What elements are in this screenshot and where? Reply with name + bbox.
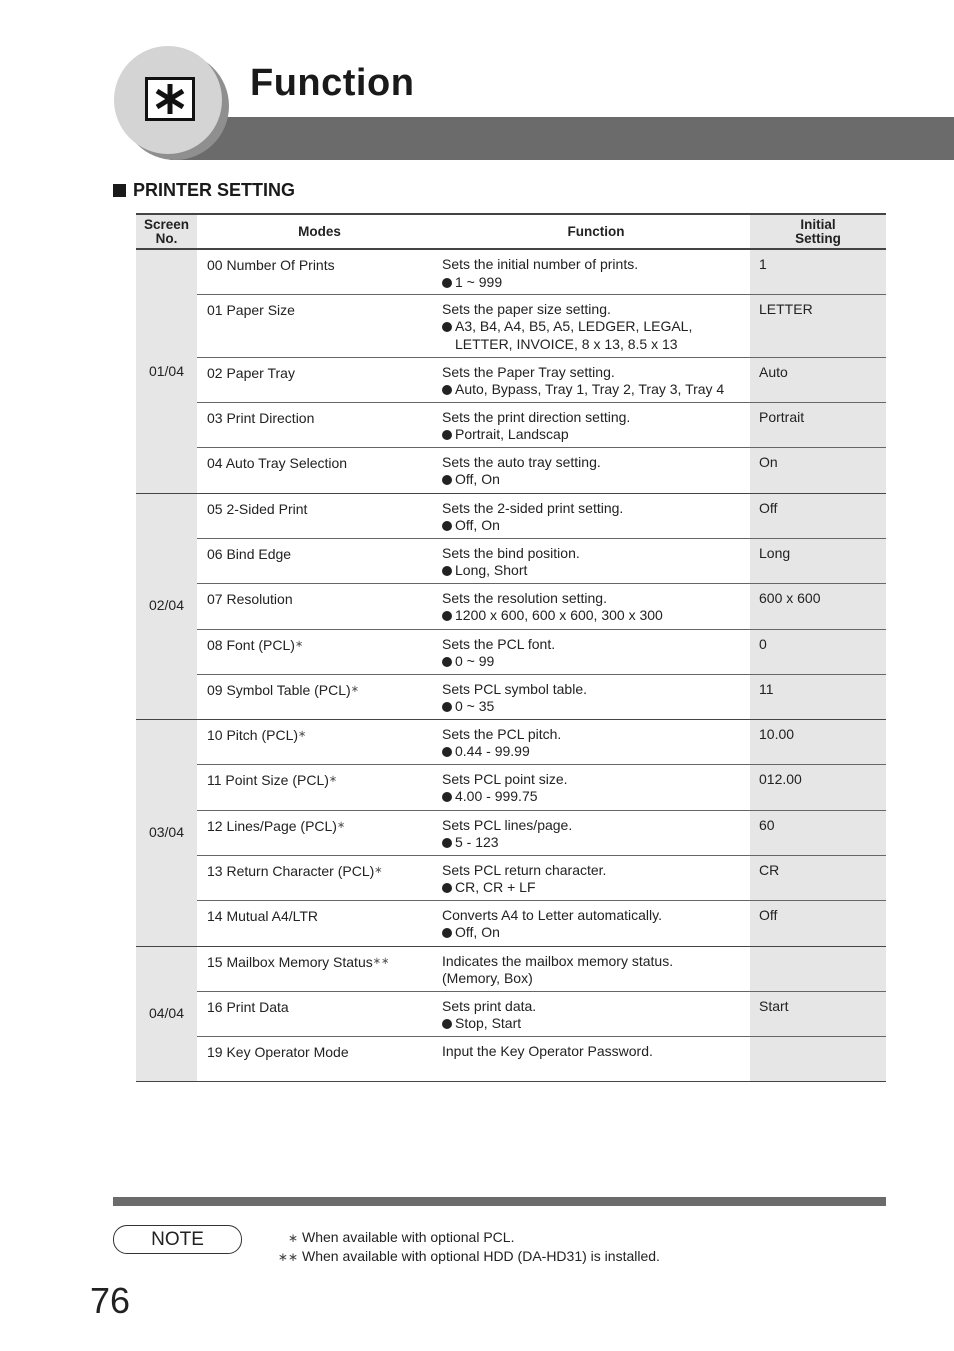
function-cell bbox=[442, 764, 750, 810]
table-row bbox=[136, 674, 886, 719]
mode-label: 00 Number Of Prints bbox=[207, 257, 335, 273]
mode-label: 05 2-Sided Print bbox=[207, 500, 308, 517]
function-cell bbox=[442, 900, 750, 946]
bullet-icon bbox=[442, 883, 452, 893]
function-description: Input the Key Operator Password. bbox=[442, 1042, 653, 1059]
function-description: Sets print data. bbox=[442, 997, 537, 1014]
note-line: ∗ When available with optional PCL. bbox=[270, 1228, 660, 1247]
function-options: 5 - 123 bbox=[442, 834, 750, 852]
bullet-icon bbox=[442, 702, 452, 712]
bullet-icon bbox=[442, 657, 452, 667]
function-description: Sets the print direction setting. bbox=[442, 408, 631, 425]
function-options: Stop, Start bbox=[442, 1015, 750, 1033]
bullet-icon bbox=[442, 747, 452, 757]
initial-setting-cell: Portrait bbox=[750, 402, 886, 447]
mode-cell bbox=[197, 493, 442, 538]
function-options: Off, On bbox=[442, 924, 750, 942]
mode-label: 01 Paper Size bbox=[207, 301, 295, 318]
function-cell bbox=[442, 447, 750, 493]
function-cell bbox=[442, 674, 750, 719]
function-options: 1200 x 600, 600 x 600, 300 x 300 bbox=[442, 607, 750, 625]
table-row bbox=[136, 249, 886, 294]
function-cell bbox=[442, 946, 750, 991]
function-options: Off, On bbox=[442, 517, 750, 535]
footnote-mark: ∗ bbox=[294, 638, 304, 650]
table-row bbox=[136, 294, 886, 357]
initial-setting-cell: 1 bbox=[750, 249, 886, 294]
initial-setting-cell: 012.00 bbox=[750, 764, 886, 810]
mode-cell bbox=[197, 719, 442, 764]
header-bar bbox=[170, 117, 954, 160]
mode-cell bbox=[197, 946, 442, 991]
table-row bbox=[136, 493, 886, 538]
function-description: Converts A4 to Letter automatically. bbox=[442, 906, 662, 923]
table-row bbox=[136, 357, 886, 402]
bullet-icon bbox=[442, 838, 452, 848]
function-cell bbox=[442, 249, 750, 294]
initial-setting-cell: On bbox=[750, 447, 886, 493]
mode-label: 11 Point Size (PCL) bbox=[207, 771, 329, 788]
table-row bbox=[136, 810, 886, 855]
footnote-mark: ∗ bbox=[336, 819, 346, 831]
bullet-icon bbox=[442, 385, 452, 395]
footnote-mark: ∗ bbox=[328, 773, 338, 785]
function-cell bbox=[442, 357, 750, 402]
function-options: Portrait, Landscap bbox=[442, 426, 750, 444]
mode-label: 07 Resolution bbox=[207, 590, 293, 607]
bullet-icon bbox=[442, 566, 452, 576]
function-description: Sets the initial number of prints. bbox=[442, 256, 639, 272]
footnote-mark: ∗ bbox=[374, 864, 383, 876]
function-cell bbox=[442, 719, 750, 764]
initial-setting-cell: LETTER bbox=[750, 294, 886, 357]
mode-label: 15 Mailbox Memory Status bbox=[207, 953, 373, 970]
mode-label: 04 Auto Tray Selection bbox=[207, 454, 348, 471]
bullet-icon bbox=[442, 475, 452, 485]
function-cell bbox=[442, 583, 750, 629]
screen-number-cell: 04/04 bbox=[136, 946, 197, 1081]
bullet-icon bbox=[442, 521, 452, 531]
table-row bbox=[136, 764, 886, 810]
table-row bbox=[136, 629, 886, 674]
mode-cell bbox=[197, 402, 442, 447]
function-options: 1 ~ 999 bbox=[442, 274, 750, 292]
mode-cell bbox=[197, 294, 442, 357]
function-options: Auto, Bypass, Tray 1, Tray 2, Tray 3, Tray 4 bbox=[442, 381, 750, 399]
initial-setting-cell: 11 bbox=[750, 674, 886, 719]
initial-setting-cell: Off bbox=[750, 493, 886, 538]
function-options: 0 ~ 35 bbox=[442, 698, 750, 716]
header-modes: Modes bbox=[197, 214, 442, 249]
function-description: Sets the Paper Tray setting. bbox=[442, 363, 615, 380]
table-row bbox=[136, 719, 886, 764]
mode-label: 19 Key Operator Mode bbox=[207, 1043, 349, 1060]
mode-label: 06 Bind Edge bbox=[207, 545, 292, 562]
function-options: Off, On bbox=[442, 471, 750, 489]
initial-setting-cell bbox=[750, 1036, 886, 1081]
function-options: Long, Short bbox=[442, 562, 750, 580]
function-description: Sets the 2-sided print setting. bbox=[442, 499, 624, 516]
mode-label: 16 Print Data bbox=[207, 998, 289, 1015]
screen-number-cell: 02/04 bbox=[136, 493, 197, 719]
table-row bbox=[136, 900, 886, 946]
initial-setting-cell: 600 x 600 bbox=[750, 583, 886, 629]
screen-number-cell: 01/04 bbox=[136, 249, 197, 493]
function-cell bbox=[442, 1036, 750, 1081]
table-row bbox=[136, 855, 886, 900]
function-description: Sets the PCL pitch. bbox=[442, 725, 562, 742]
mode-label: 13 Return Character (PCL) bbox=[207, 862, 375, 879]
function-cell bbox=[442, 402, 750, 447]
function-description: Sets PCL symbol table. bbox=[442, 680, 587, 697]
initial-setting-cell: 0 bbox=[750, 629, 886, 674]
footnote-mark: ∗ bbox=[350, 683, 360, 695]
asterisk-mark: ∗ bbox=[287, 1231, 298, 1245]
mode-cell bbox=[197, 810, 442, 855]
table-row bbox=[136, 991, 886, 1036]
bullet-icon bbox=[442, 1019, 452, 1029]
mode-label: 09 Symbol Table (PCL) bbox=[207, 681, 351, 698]
initial-setting-cell: Long bbox=[750, 538, 886, 583]
mode-label: 08 Font (PCL) bbox=[207, 636, 295, 653]
mode-cell bbox=[197, 249, 442, 294]
function-cell bbox=[442, 855, 750, 900]
section-heading bbox=[113, 180, 295, 201]
function-options: 0 ~ 99 bbox=[442, 653, 750, 671]
table-body bbox=[136, 249, 886, 1081]
footnote-mark: ∗ bbox=[298, 728, 307, 740]
bullet-icon bbox=[442, 278, 452, 288]
mode-cell bbox=[197, 991, 442, 1036]
mode-label: 14 Mutual A4/LTR bbox=[207, 907, 319, 924]
function-description: Sets the resolution setting. bbox=[442, 589, 607, 606]
page-number: 76 bbox=[90, 1280, 131, 1321]
mode-label: 02 Paper Tray bbox=[207, 364, 295, 381]
initial-setting-cell bbox=[750, 946, 886, 991]
initial-setting-cell: CR bbox=[750, 855, 886, 900]
table-row bbox=[136, 538, 886, 583]
mode-cell bbox=[197, 538, 442, 583]
table-row bbox=[136, 447, 886, 493]
function-description: Sets the auto tray setting. bbox=[442, 453, 601, 470]
bullet-icon bbox=[442, 792, 452, 802]
double-asterisk-mark: ∗∗ bbox=[277, 1250, 298, 1264]
printer-settings-table bbox=[136, 213, 886, 1082]
table-header-row bbox=[136, 214, 886, 249]
table-row bbox=[136, 946, 886, 991]
header-function: Function bbox=[442, 214, 750, 249]
note-badge: NOTE bbox=[113, 1225, 242, 1254]
initial-setting-cell: 10.00 bbox=[750, 719, 886, 764]
bullet-icon bbox=[442, 611, 452, 621]
mode-label: 03 Print Direction bbox=[207, 409, 315, 426]
footnote-mark: ∗∗ bbox=[372, 955, 390, 967]
function-description: Sets the bind position. bbox=[442, 544, 580, 561]
header-screen-no: Screen No. bbox=[136, 214, 197, 249]
table-row bbox=[136, 402, 886, 447]
square-bullet-icon bbox=[113, 184, 126, 197]
bullet-icon bbox=[442, 928, 452, 938]
table-row bbox=[136, 583, 886, 629]
page-title: Function bbox=[250, 62, 415, 104]
mode-cell bbox=[197, 357, 442, 402]
screen-number-cell: 03/04 bbox=[136, 719, 197, 946]
note-line: ∗∗ When available with optional HDD (DA-HD31) is installed. bbox=[270, 1247, 660, 1266]
function-options: A3, B4, A4, B5, A5, LEDGER, LEGAL, LETTER, INVOICE, 8 x 13, 8.5 x 13 bbox=[442, 318, 750, 353]
initial-setting-cell: Start bbox=[750, 991, 886, 1036]
mode-cell bbox=[197, 1036, 442, 1081]
function-description: Sets PCL point size. bbox=[442, 770, 568, 787]
function-cell bbox=[442, 294, 750, 357]
note-lines bbox=[270, 1228, 660, 1266]
mode-cell bbox=[197, 629, 442, 674]
function-description: Sets the PCL font. bbox=[442, 635, 556, 652]
mode-cell bbox=[197, 855, 442, 900]
mode-cell bbox=[197, 764, 442, 810]
mode-label: 12 Lines/Page (PCL) bbox=[207, 817, 337, 834]
function-options: CR, CR + LF bbox=[442, 879, 750, 897]
bullet-icon bbox=[442, 430, 452, 440]
function-options: (Memory, Box) bbox=[442, 970, 533, 986]
mode-cell bbox=[197, 900, 442, 946]
mode-cell bbox=[197, 583, 442, 629]
mode-cell bbox=[197, 447, 442, 493]
function-cell bbox=[442, 493, 750, 538]
function-description: Sets PCL lines/page. bbox=[442, 816, 573, 833]
initial-setting-cell: Auto bbox=[750, 357, 886, 402]
function-star-icon bbox=[145, 77, 195, 121]
initial-setting-cell: 60 bbox=[750, 810, 886, 855]
header-initial-setting: Initial Setting bbox=[750, 214, 886, 249]
section-heading-text: PRINTER SETTING bbox=[133, 180, 296, 200]
function-options: 0.44 - 99.99 bbox=[442, 743, 750, 761]
function-description: Sets the paper size setting. bbox=[442, 300, 611, 317]
footer-bar bbox=[113, 1197, 886, 1206]
mode-cell bbox=[197, 674, 442, 719]
table-row bbox=[136, 1036, 886, 1081]
function-description: Sets PCL return character. bbox=[442, 861, 607, 878]
function-options: 4.00 - 999.75 bbox=[442, 788, 750, 806]
function-cell bbox=[442, 629, 750, 674]
bullet-icon bbox=[442, 322, 452, 332]
function-cell bbox=[442, 538, 750, 583]
initial-setting-cell: Off bbox=[750, 900, 886, 946]
function-cell bbox=[442, 810, 750, 855]
function-description: Indicates the mailbox memory status. bbox=[442, 952, 674, 969]
mode-label: 10 Pitch (PCL) bbox=[207, 726, 299, 743]
function-cell bbox=[442, 991, 750, 1036]
